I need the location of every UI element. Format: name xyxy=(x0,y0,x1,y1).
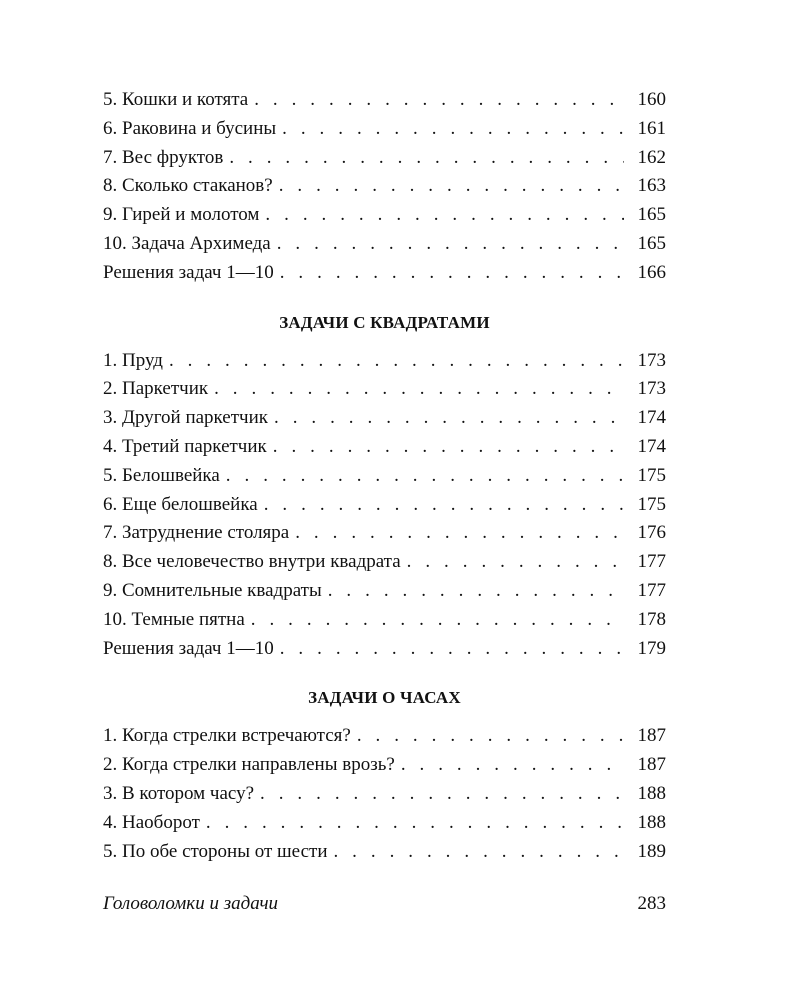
toc-entry-title: Решения задач 1—10 xyxy=(103,637,274,659)
dot-leader xyxy=(214,375,624,404)
toc-entry-title: 3. В котором часу? xyxy=(103,782,255,804)
toc-entry-title: 5. По обе стороны от шести xyxy=(103,840,328,862)
dot-leader xyxy=(277,230,624,259)
toc-entry[interactable] xyxy=(103,780,666,809)
toc-entry[interactable] xyxy=(103,375,666,404)
toc-entry-title: 8. Сколько стаканов? xyxy=(103,175,273,197)
toc-entry[interactable] xyxy=(103,172,666,201)
toc-entry-page: 165 xyxy=(637,232,666,254)
toc-entry-title: 2. Когда стрелки направлены врозь? xyxy=(103,754,395,776)
dot-leader xyxy=(401,751,624,780)
toc-entry-page: 175 xyxy=(637,464,666,486)
toc-section-clocks xyxy=(103,722,666,866)
toc-entry-title: 7. Затруднение столяра xyxy=(103,522,290,544)
toc-entry[interactable] xyxy=(103,809,666,838)
toc-section-squares xyxy=(103,347,666,664)
toc-entry[interactable] xyxy=(103,115,666,144)
toc-entry[interactable] xyxy=(103,347,666,376)
dot-leader xyxy=(226,462,624,491)
toc-entry-page: 188 xyxy=(637,811,666,833)
toc-entry[interactable] xyxy=(103,606,666,635)
toc-entry-title: 6. Еще белошвейка xyxy=(103,493,258,515)
toc-entry-title: 4. Третий паркетчик xyxy=(103,435,267,457)
toc-entry[interactable] xyxy=(103,838,666,867)
section-heading: ЗАДАЧИ О ЧАСАХ xyxy=(308,688,461,708)
dot-leader xyxy=(260,780,624,809)
toc-entry[interactable] xyxy=(103,519,666,548)
dot-leader xyxy=(357,722,624,751)
dot-leader xyxy=(407,548,624,577)
toc-entry-title: 10. Задача Архимеда xyxy=(103,232,271,254)
toc-entry-page: 178 xyxy=(637,608,666,630)
page-number: 283 xyxy=(637,893,666,914)
toc-entry-page: 175 xyxy=(637,493,666,515)
toc-entry-page: 161 xyxy=(637,117,666,139)
dot-leader xyxy=(280,259,624,288)
toc-entry-page: 177 xyxy=(637,579,666,601)
toc-entry[interactable] xyxy=(103,433,666,462)
toc-entry-title: 1. Пруд xyxy=(103,349,163,371)
toc-entry[interactable] xyxy=(103,259,666,288)
dot-leader xyxy=(282,115,624,144)
section-heading: ЗАДАЧИ С КВАДРАТАМИ xyxy=(279,312,490,332)
toc-entry[interactable] xyxy=(103,230,666,259)
dot-leader xyxy=(169,347,624,376)
toc-entry[interactable] xyxy=(103,548,666,577)
toc-entry-page: 187 xyxy=(637,725,666,747)
toc-entry[interactable] xyxy=(103,751,666,780)
toc-section-continued xyxy=(103,86,666,288)
dot-leader xyxy=(328,577,624,606)
toc-entry-title: 9. Гирей и молотом xyxy=(103,204,260,226)
toc-entry-page: 163 xyxy=(637,175,666,197)
toc-entry[interactable] xyxy=(103,491,666,520)
toc-entry-page: 189 xyxy=(637,840,666,862)
toc-entry-page: 174 xyxy=(637,435,666,457)
dot-leader xyxy=(206,809,624,838)
toc-entry-title: 5. Белошвейка xyxy=(103,464,220,486)
toc-entry-title: 8. Все человечество внутри квадрата xyxy=(103,551,401,573)
table-of-contents xyxy=(103,86,666,866)
dot-leader xyxy=(280,635,624,664)
toc-entry-page: 173 xyxy=(637,349,666,371)
toc-entry-page: 165 xyxy=(637,204,666,226)
toc-entry-title: 10. Темные пятна xyxy=(103,608,245,630)
running-title: Головоломки и задачи xyxy=(103,893,279,914)
toc-entry-page: 187 xyxy=(637,754,666,776)
dot-leader xyxy=(265,201,624,230)
dot-leader xyxy=(254,86,624,115)
toc-entry-title: 7. Вес фруктов xyxy=(103,146,224,168)
dot-leader xyxy=(333,838,624,867)
toc-entry[interactable] xyxy=(103,722,666,751)
toc-entry[interactable] xyxy=(103,635,666,664)
toc-entry[interactable] xyxy=(103,86,666,115)
toc-entry-page: 173 xyxy=(637,378,666,400)
dot-leader xyxy=(279,172,624,201)
toc-entry-page: 176 xyxy=(637,522,666,544)
toc-entry-title: 5. Кошки и котята xyxy=(103,89,249,110)
toc-entry-page: 179 xyxy=(637,637,666,659)
page-footer xyxy=(103,893,666,915)
toc-entry-page: 166 xyxy=(637,261,666,283)
toc-entry[interactable] xyxy=(103,404,666,433)
toc-entry-page: 174 xyxy=(637,407,666,429)
toc-entry-title: 1. Когда стрелки встречаются? xyxy=(103,725,351,747)
dot-leader xyxy=(264,491,624,520)
toc-entry-title: 9. Сомнительные квадраты xyxy=(103,579,322,601)
dot-leader xyxy=(273,433,624,462)
toc-entry-title: 6. Раковина и бусины xyxy=(103,117,277,139)
toc-entry-page: 160 xyxy=(637,89,666,110)
dot-leader xyxy=(295,519,624,548)
toc-entry[interactable] xyxy=(103,201,666,230)
toc-entry-title: 4. Наоборот xyxy=(103,811,200,833)
toc-entry[interactable] xyxy=(103,462,666,491)
dot-leader xyxy=(229,144,624,173)
toc-entry-page: 177 xyxy=(637,551,666,573)
toc-entry-title: Решения задач 1—10 xyxy=(103,261,274,283)
toc-entry[interactable] xyxy=(103,577,666,606)
toc-entry-title: 3. Другой паркетчик xyxy=(103,407,268,429)
toc-entry-page: 188 xyxy=(637,782,666,804)
toc-entry-page: 162 xyxy=(637,146,666,168)
dot-leader xyxy=(274,404,624,433)
dot-leader xyxy=(251,606,624,635)
toc-entry-title: 2. Паркетчик xyxy=(103,378,209,400)
toc-entry[interactable] xyxy=(103,144,666,173)
